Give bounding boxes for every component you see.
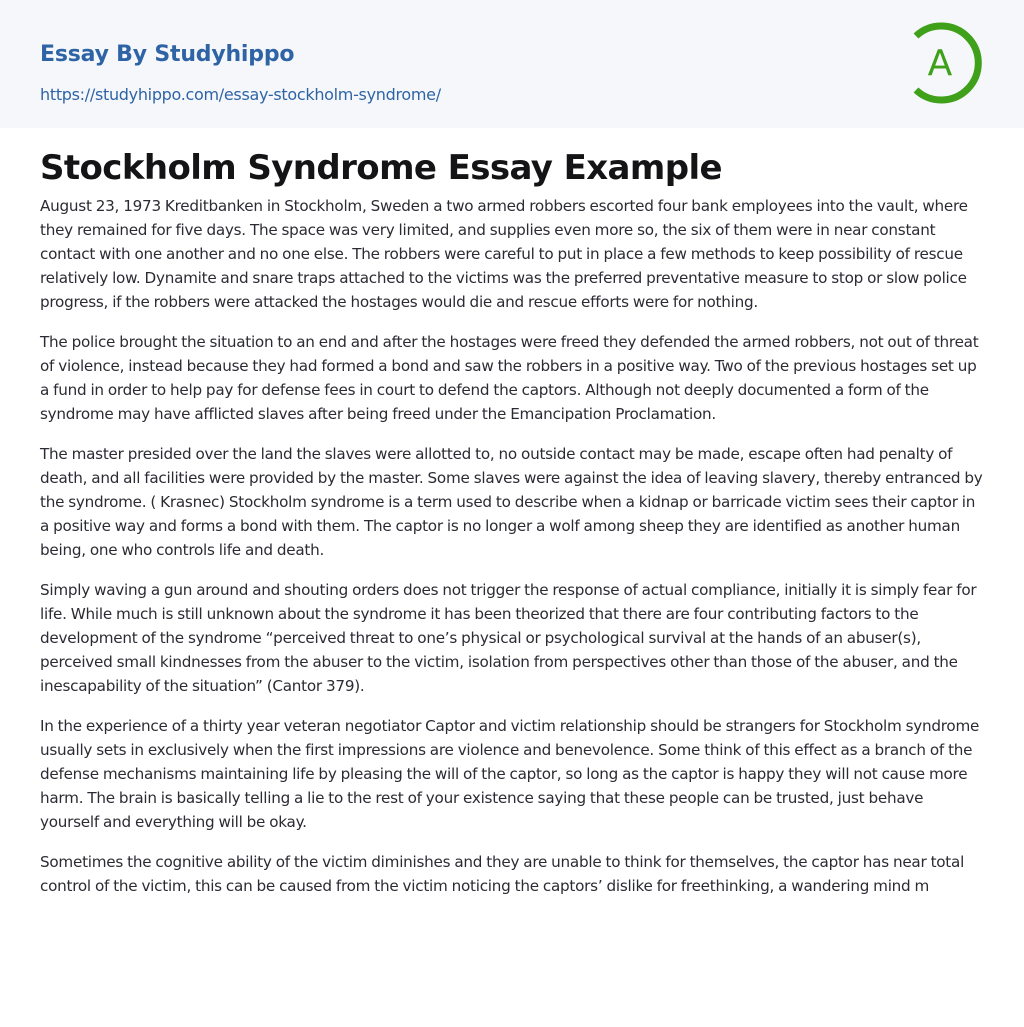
site-header (0, 0, 1024, 128)
paragraph: August 23, 1973 Kreditbanken in Stockholm, Sweden a two armed robbers escorted four bank employees into the vault, where they remained for five days. The space was very limited, and supplies even more so, the six of them were in near constant contact with one another and no one else. The robbers were careful to put in place a few methods to keep possibility of rescue relatively low. Dynamite and snare traps attached to the victims was the preferred preventative measure to stop or slow police progress, if the robbers were attacked the hostages would die and rescue efforts were for nothing. (40, 197, 968, 311)
essay-content (40, 144, 986, 914)
source-url-link[interactable]: https://studyhippo.com/essay-stockholm-syndrome/ (40, 85, 441, 104)
studyhippo-logo-icon[interactable] (906, 18, 990, 108)
brand-title[interactable]: Essay By Studyhippo (40, 42, 295, 67)
paragraph: Sometimes the cognitive ability of the victim diminishes and they are unable to think for themselves, the captor has near total control of the victim, this can be caused from the victim noticing the captors’ dislike for freethinking, a wandering mind m (40, 853, 965, 895)
paragraph: In the experience of a thirty year veteran negotiator Captor and victim relationship should be strangers for Stockholm syndrome usually sets in exclusively when the first impressions are violence and benevolence. Some think of this effect as a branch of the defense mechanisms maintaining life by pleasing the will of the captor, so long as the captor is happy they will not cause more harm. The brain is basically telling a lie to the rest of your existence saying that these people can be trusted, just behave yourself and everything will be okay. (40, 717, 980, 831)
page-title: Stockholm Syndrome Essay Example (40, 148, 722, 188)
logo-letter: A (927, 43, 953, 84)
paragraph: Simply waving a gun around and shouting orders does not trigger the response of actual compliance, initially it is simply fear for life. While much is still unknown about the syndrome it has been theorized that there are four contributing factors to the development of the syndrome “perceived threat to one’s physical or psychological survival at the hands of an abuser(s), perceived small kindnesses from the abuser to the victim, isolation from perspectives other than those of the abuser, and the inescapability of the situation” (Cantor 379). (40, 581, 977, 695)
paragraph: The master presided over the land the slaves were allotted to, no outside contact may be made, escape often had penalty of death, and all facilities were provided by the master. Some slaves were against the idea of leaving slavery, thereby entranced by the syndrome. ( Krasnec) Stockholm syndrome is a term used to describe when a kidnap or barricade victim sees their captor in a positive way and forms a bond with them. The captor is no longer a wolf among sheep they are identified as another human being, one who controls life and death. (40, 445, 983, 559)
paragraph: The police brought the situation to an end and after the hostages were freed they defended the armed robbers, not out of threat of violence, instead because they had formed a bond and saw the robbers in a positive way. Two of the previous hostages set up a fund in order to help pay for defense fees in court to defend the captors. Although not deeply documented a form of the syndrome may have afflicted slaves after being freed under the Emancipation Proclamation. (40, 333, 979, 423)
